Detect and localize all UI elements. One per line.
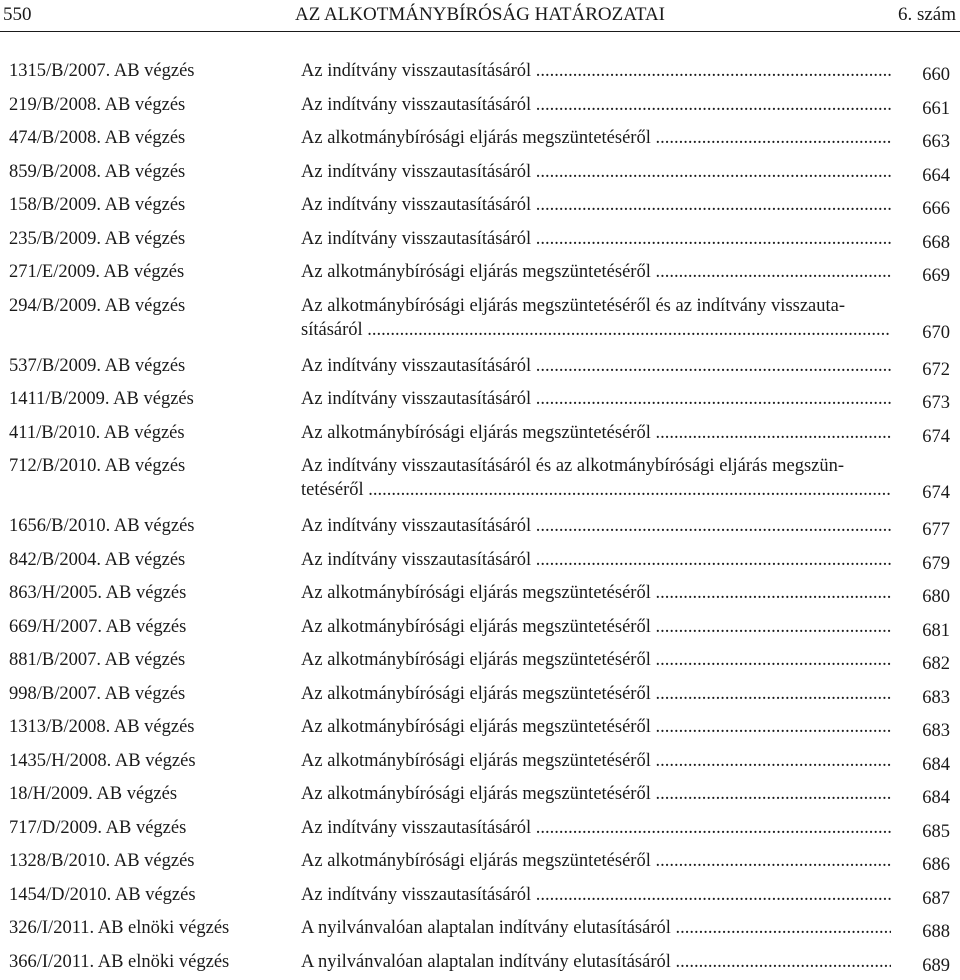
decision-description [301,784,891,805]
description-text: Az alkotmánybírósági eljárás megszüntetéséről ..... [301,751,891,772]
toc-row [0,384,960,418]
decision-reference: 859/B/2008. AB végzés [9,162,185,183]
toc-row [0,351,960,385]
description-text: Az indítvány visszautasításáról ..... [301,356,891,377]
page-reference: 683 [922,721,950,742]
decision-description [301,684,891,705]
page-reference: 674 [922,483,950,504]
description-text: Az indítvány visszautasításáról ..... [301,885,891,906]
toc-row [0,813,960,847]
decision-description [301,751,891,772]
toc-row [0,123,960,157]
decision-reference: 158/B/2009. AB végzés [9,195,185,216]
decision-description [301,583,891,604]
decision-reference: 669/H/2007. AB végzés [9,617,186,638]
toc-row [0,880,960,914]
toc-row [0,679,960,713]
toc-row [0,90,960,124]
page-reference: 684 [922,788,950,809]
page-reference: 664 [922,166,950,187]
page-reference: 687 [922,889,950,910]
decision-description [301,918,891,939]
description-text: sításáról ..... [301,320,891,341]
page-reference: 673 [922,393,950,414]
toc-row [0,190,960,224]
page-reference: 668 [922,233,950,254]
toc-row [0,947,960,980]
page-reference: 684 [922,755,950,776]
decision-reference: 712/B/2010. AB végzés [9,456,185,477]
page-reference: 688 [922,922,950,943]
decision-reference: 294/B/2009. AB végzés [9,296,185,317]
decision-description [301,262,891,283]
decision-reference: 18/H/2009. AB végzés [9,784,177,805]
decision-description [301,516,891,537]
page-reference: 661 [922,99,950,120]
description-text: Az indítvány visszautasításáról ..... [301,550,891,571]
page-reference: 683 [922,688,950,709]
description-text: Az alkotmánybírósági eljárás megszüntetéséről ..... [301,717,891,738]
decision-description [301,717,891,738]
decision-reference: 863/H/2005. AB végzés [9,583,186,604]
decision-description [301,456,891,501]
decision-reference: 881/B/2007. AB végzés [9,650,185,671]
description-text: Az alkotmánybírósági eljárás megszüntetéséről ..... [301,128,891,149]
toc-row [0,545,960,579]
page-reference: 677 [922,520,950,541]
toc-row [0,645,960,679]
decision-reference: 366/I/2011. AB elnöki végzés [9,952,229,973]
toc-row [0,257,960,291]
toc-row [0,56,960,90]
page-reference: 685 [922,822,950,843]
decision-description [301,952,891,973]
description-text: A nyilvánvalóan alaptalan indítvány elutasításáról ..... [301,918,891,939]
decision-reference: 1435/H/2008. AB végzés [9,751,196,772]
toc-row [0,612,960,646]
decision-description [301,617,891,638]
page-reference: 669 [922,266,950,287]
page-reference: 660 [922,65,950,86]
description-text: Az alkotmánybírósági eljárás megszüntetéséről ..... [301,650,891,671]
page-reference: 680 [922,587,950,608]
decision-description [301,128,891,149]
decision-reference: 1454/D/2010. AB végzés [9,885,196,906]
description-text: Az indítvány visszautasításáról ..... [301,61,891,82]
decision-reference: 998/B/2007. AB végzés [9,684,185,705]
decision-reference: 1313/B/2008. AB végzés [9,717,195,738]
toc-row [0,746,960,780]
description-text: A nyilvánvalóan alaptalan indítvány elutasításáról ..... [301,952,891,973]
page-reference: 689 [922,956,950,977]
description-text: Az indítvány visszautasításáról és az alkotmánybírósági eljárás megszün- [301,456,891,477]
description-text: Az alkotmánybírósági eljárás megszüntetéséről ..... [301,262,891,283]
page-header [0,0,960,34]
table-of-contents [0,56,960,980]
page-reference: 682 [922,654,950,675]
toc-row [0,511,960,545]
decision-reference: 235/B/2009. AB végzés [9,229,185,250]
decision-description [301,550,891,571]
decision-reference: 271/E/2009. AB végzés [9,262,184,283]
decision-description [301,162,891,183]
decision-description [301,389,891,410]
description-text: Az indítvány visszautasításáról ..... [301,229,891,250]
description-text: Az indítvány visszautasításáról ..... [301,95,891,116]
header-rule [0,31,960,32]
decision-reference: 1656/B/2010. AB végzés [9,516,195,537]
toc-row [0,291,960,351]
page-reference: 679 [922,554,950,575]
description-text: Az alkotmánybírósági eljárás megszüntetéséről ..... [301,684,891,705]
toc-row [0,451,960,511]
toc-row [0,157,960,191]
description-text: Az indítvány visszautasításáról ..... [301,389,891,410]
description-text: tetéséről ..... [301,480,891,501]
decision-reference: 326/I/2011. AB elnöki végzés [9,918,229,939]
decision-description [301,650,891,671]
page-reference: 681 [922,621,950,642]
page-reference: 674 [922,427,950,448]
toc-row [0,913,960,947]
page-reference: 663 [922,132,950,153]
decision-description [301,195,891,216]
decision-description [301,423,891,444]
page-number: 550 [3,4,32,26]
description-text: Az alkotmánybírósági eljárás megszüntetéséről ..... [301,617,891,638]
decision-reference: 1411/B/2009. AB végzés [9,389,194,410]
description-text: Az indítvány visszautasításáról ..... [301,516,891,537]
toc-row [0,224,960,258]
toc-row [0,779,960,813]
decision-description [301,885,891,906]
description-text: Az indítvány visszautasításáról ..... [301,195,891,216]
decision-reference: 1328/B/2010. AB végzés [9,851,195,872]
decision-reference: 717/D/2009. AB végzés [9,818,186,839]
decision-reference: 842/B/2004. AB végzés [9,550,185,571]
decision-description [301,95,891,116]
description-text: Az alkotmánybírósági eljárás megszüntetéséről ..... [301,423,891,444]
decision-description [301,296,891,341]
toc-row [0,578,960,612]
description-text: Az indítvány visszautasításáról ..... [301,162,891,183]
description-text: Az alkotmánybírósági eljárás megszüntetéséről és az indítvány visszauta- [301,296,891,317]
decision-reference: 474/B/2008. AB végzés [9,128,185,149]
decision-description [301,61,891,82]
description-text: Az alkotmánybírósági eljárás megszüntetéséről ..... [301,784,891,805]
decision-description [301,851,891,872]
decision-description [301,818,891,839]
decision-description [301,229,891,250]
page-reference: 686 [922,855,950,876]
toc-row [0,846,960,880]
description-text: Az alkotmánybírósági eljárás megszüntetéséről ..... [301,851,891,872]
toc-row [0,712,960,746]
page-reference: 670 [922,323,950,344]
issue-number: 6. szám [898,4,956,26]
decision-reference: 411/B/2010. AB végzés [9,423,185,444]
description-text: Az indítvány visszautasításáról ..... [301,818,891,839]
decision-reference: 219/B/2008. AB végzés [9,95,185,116]
page-reference: 672 [922,360,950,381]
toc-row [0,418,960,452]
decision-reference: 537/B/2009. AB végzés [9,356,185,377]
decision-reference: 1315/B/2007. AB végzés [9,61,195,82]
publication-title: AZ ALKOTMÁNYBÍRÓSÁG HATÁROZATAI [0,4,960,26]
decision-description [301,356,891,377]
page-reference: 666 [922,199,950,220]
description-text: Az alkotmánybírósági eljárás megszüntetéséről ..... [301,583,891,604]
